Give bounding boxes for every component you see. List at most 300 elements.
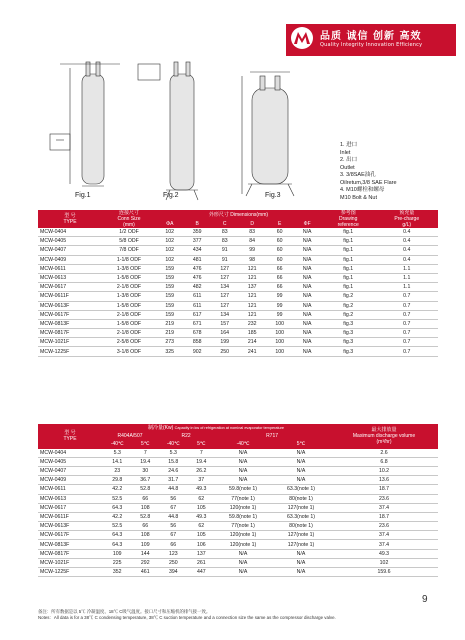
- table-cell: 250: [158, 558, 188, 567]
- table-cell: 66: [132, 494, 158, 503]
- table-row: [38, 255, 438, 264]
- table-cell: 59.8(note 1): [214, 485, 272, 494]
- col-dim-5: ΦF: [293, 219, 320, 228]
- table-cell: MCW-0617: [38, 503, 102, 512]
- table-cell: 67: [158, 531, 188, 540]
- legend-line: 4. M10螺栓和螺母: [340, 187, 385, 193]
- fig1-drawing: [50, 62, 120, 186]
- table-cell: 59.8(note 1): [214, 512, 272, 521]
- table-cell: 15.8: [158, 457, 188, 466]
- table-cell: 19.4: [189, 457, 215, 466]
- table-row: [38, 522, 438, 531]
- table-cell: 678: [183, 329, 210, 338]
- col-temp-0: -40℃: [102, 440, 132, 448]
- table-cell: MCW-0613F: [38, 522, 102, 531]
- table-row: [38, 558, 438, 567]
- legend-line: M10 Bolt & Nut: [340, 194, 377, 201]
- table-cell: MCW-0817F: [38, 549, 102, 558]
- table-cell: 66: [266, 283, 293, 292]
- table-cell: 105: [189, 531, 215, 540]
- table-cell: 214: [238, 338, 265, 347]
- technical-drawings: [20, 54, 320, 204]
- table-cell: 134: [211, 310, 238, 319]
- table-cell: 0.7: [375, 319, 438, 328]
- table-cell: N/A: [214, 457, 272, 466]
- table-cell: 62: [189, 494, 215, 503]
- table-cell: 0.7: [375, 329, 438, 338]
- table-cell: N/A: [293, 264, 320, 273]
- table-cell: 91: [211, 246, 238, 255]
- table-cell: 250: [211, 347, 238, 356]
- table-cell: 120(note 1): [214, 531, 272, 540]
- table-cell: 157: [211, 319, 238, 328]
- table-cell: 100: [266, 319, 293, 328]
- table-row: [38, 237, 438, 246]
- table-cell: 52.5: [102, 494, 132, 503]
- table-row: [38, 228, 438, 237]
- table-cell: 0.4: [375, 246, 438, 255]
- table-row: [38, 283, 438, 292]
- table-row: [38, 449, 438, 458]
- table-cell: 42.2: [102, 485, 132, 494]
- table-cell: fig.1: [321, 246, 376, 255]
- table-cell: MCW-0813F: [38, 319, 102, 328]
- table-cell: N/A: [214, 449, 272, 458]
- table-cell: 102: [330, 558, 438, 567]
- table-cell: MCW-0405: [38, 457, 102, 466]
- table-cell: 105: [189, 503, 215, 512]
- table-cell: 617: [183, 310, 210, 319]
- table-row: [38, 476, 438, 485]
- table-cell: 77(note 1): [214, 494, 272, 503]
- table-cell: 5/8 ODF: [102, 237, 156, 246]
- table-cell: 44.8: [158, 512, 188, 521]
- table-cell: 1-1/8 ODF: [102, 255, 156, 264]
- table-cell: 60: [266, 237, 293, 246]
- table-cell: N/A: [293, 310, 320, 319]
- table-cell: 127: [211, 301, 238, 310]
- table-row: [38, 503, 438, 512]
- table-cell: 80(note 1): [272, 494, 330, 503]
- table-cell: 1-5/8 ODF: [102, 273, 156, 282]
- table-cell: 159: [156, 273, 183, 282]
- table-cell: N/A: [272, 449, 330, 458]
- table-cell: 83: [238, 228, 265, 237]
- brand-slogan-en: Quality Integrity Innovation Efficiency: [320, 42, 423, 48]
- table-cell: N/A: [293, 329, 320, 338]
- table-cell: 66: [266, 273, 293, 282]
- table-row: [38, 301, 438, 310]
- table-cell: 225: [102, 558, 132, 567]
- table-cell: N/A: [293, 283, 320, 292]
- table-cell: 44.8: [158, 485, 188, 494]
- table-cell: 219: [156, 329, 183, 338]
- table-cell: 56: [158, 522, 188, 531]
- table-cell: 91: [211, 255, 238, 264]
- notes-cn: 备注：所有数据是以 5℃ 冷凝温度、18℃ C吸气温度。接口尺寸和压缩机的排气接一致。: [38, 609, 211, 614]
- table-cell: 199: [211, 338, 238, 347]
- table-cell: 1-3/8 ODF: [102, 264, 156, 273]
- legend-line: Oilretum,3/8 SAE Flare: [340, 179, 397, 186]
- table-cell: 159: [156, 264, 183, 273]
- table-cell: fig.2: [321, 301, 376, 310]
- table-cell: MCW-0404: [38, 228, 102, 237]
- table-cell: 120(note 1): [214, 503, 272, 512]
- table-cell: 23.6: [330, 522, 438, 531]
- table-cell: MCW-0613F: [38, 301, 102, 310]
- table-cell: 2-1/8 ODF: [102, 329, 156, 338]
- table-cell: 159: [156, 292, 183, 301]
- page-number: 9: [422, 594, 428, 605]
- fig3-label: Fig.3: [265, 192, 281, 199]
- table-cell: 159.6: [330, 568, 438, 577]
- table-row: [38, 531, 438, 540]
- table-cell: 261: [189, 558, 215, 567]
- table-cell: 273: [156, 338, 183, 347]
- col-model: 型 号 TYPE: [38, 210, 102, 228]
- table-cell: 352: [102, 568, 132, 577]
- table-cell: 29.8: [102, 476, 132, 485]
- fig3-drawing: [242, 72, 294, 196]
- table-cell: 31.7: [158, 476, 188, 485]
- table-cell: 49.3: [330, 549, 438, 558]
- table-cell: 99: [266, 301, 293, 310]
- table-cell: N/A: [293, 255, 320, 264]
- table-cell: 447: [189, 568, 215, 577]
- table-cell: 26.2: [189, 466, 215, 475]
- table-cell: fig.1: [321, 264, 376, 273]
- table-cell: fig.2: [321, 310, 376, 319]
- table-cell: 902: [183, 347, 210, 356]
- table-cell: 2-5/8 ODF: [102, 338, 156, 347]
- table-cell: 611: [183, 292, 210, 301]
- table-cell: 108: [132, 531, 158, 540]
- col-dim-4: E: [266, 219, 293, 228]
- table-cell: 611: [183, 301, 210, 310]
- table-cell: MCW-0404: [38, 449, 102, 458]
- table-row: [38, 246, 438, 255]
- table-cell: 109: [102, 549, 132, 558]
- table-cell: 100: [266, 347, 293, 356]
- table-cell: 60: [266, 246, 293, 255]
- table-cell: 19.4: [132, 457, 158, 466]
- table-cell: 120(note 1): [214, 540, 272, 549]
- table-cell: 77(note 1): [214, 522, 272, 531]
- table-cell: 18.7: [330, 512, 438, 521]
- table-cell: 0.7: [375, 338, 438, 347]
- table-cell: 434: [183, 246, 210, 255]
- table-cell: 144: [132, 549, 158, 558]
- table-cell: fig.1: [321, 237, 376, 246]
- col-r717: R717: [214, 432, 330, 440]
- legend-line: 2. 出口: [340, 157, 358, 163]
- col-capacity: 制冷量(Kw) Capacity in kw of refrigeration at nominal evaporator temperature: [102, 424, 330, 432]
- table-row: [38, 485, 438, 494]
- table-cell: N/A: [214, 466, 272, 475]
- table-cell: 64.3: [102, 503, 132, 512]
- table-cell: N/A: [214, 558, 272, 567]
- table-cell: 84: [238, 237, 265, 246]
- col-dim-2: C: [211, 219, 238, 228]
- table-cell: 99: [266, 292, 293, 301]
- table-cell: fig.3: [321, 338, 376, 347]
- table-cell: 0.4: [375, 237, 438, 246]
- table-row: [38, 338, 438, 347]
- table-cell: 66: [266, 264, 293, 273]
- table-cell: MCW-0407: [38, 466, 102, 475]
- table-cell: 159: [156, 310, 183, 319]
- table-cell: 6.8: [330, 457, 438, 466]
- col-temp-1: 5℃: [132, 440, 158, 448]
- table-row: [38, 457, 438, 466]
- table-cell: N/A: [293, 347, 320, 356]
- table-cell: N/A: [293, 338, 320, 347]
- parts-legend: [340, 142, 397, 202]
- table-cell: 10.2: [330, 466, 438, 475]
- table-cell: 102: [156, 255, 183, 264]
- table-cell: MCW-1225F: [38, 568, 102, 577]
- notes: [38, 609, 336, 621]
- table-cell: 36.7: [132, 476, 158, 485]
- table-cell: 123: [158, 549, 188, 558]
- table-cell: 858: [183, 338, 210, 347]
- table-cell: MCW-0409: [38, 255, 102, 264]
- table-cell: 241: [238, 347, 265, 356]
- table-cell: 0.7: [375, 310, 438, 319]
- col-temp-5: 5℃: [272, 440, 330, 448]
- table-cell: fig.1: [321, 228, 376, 237]
- col-drawing: 参考图 Drawing reference: [321, 210, 376, 228]
- table-cell: 109: [132, 540, 158, 549]
- table-cell: N/A: [293, 246, 320, 255]
- table-cell: 108: [132, 503, 158, 512]
- table-cell: 1-5/8 ODF: [102, 301, 156, 310]
- table-cell: 127: [211, 264, 238, 273]
- dimensions-table: [38, 210, 438, 357]
- table-cell: 14.1: [102, 457, 132, 466]
- table-cell: 377: [183, 237, 210, 246]
- table-cell: MCW-0405: [38, 237, 102, 246]
- table-cell: 292: [132, 558, 158, 567]
- table-cell: N/A: [214, 568, 272, 577]
- table-cell: MCW-0613: [38, 273, 102, 282]
- table-cell: 121: [238, 292, 265, 301]
- table-cell: MCW-0409: [38, 476, 102, 485]
- col-r22: R22: [158, 432, 214, 440]
- table-cell: 56: [158, 494, 188, 503]
- table-cell: MCW-0617F: [38, 310, 102, 319]
- table-cell: 63.3(note 1): [272, 512, 330, 521]
- table-cell: N/A: [272, 568, 330, 577]
- table-cell: N/A: [272, 558, 330, 567]
- table-row: [38, 310, 438, 319]
- col-dim-1: B: [183, 219, 210, 228]
- table-cell: 83: [211, 237, 238, 246]
- legend-line: Outlet: [340, 164, 355, 171]
- col-dimensions: 外形尺寸 Dimensions(mm): [156, 210, 321, 219]
- table-cell: 62: [189, 522, 215, 531]
- table-cell: 394: [158, 568, 188, 577]
- table-cell: MCW-0611: [38, 264, 102, 273]
- table-cell: 137: [238, 283, 265, 292]
- table-cell: 219: [156, 319, 183, 328]
- table-cell: N/A: [293, 301, 320, 310]
- table-cell: fig.3: [321, 319, 376, 328]
- table-cell: 37: [189, 476, 215, 485]
- table-cell: 325: [156, 347, 183, 356]
- table-cell: 0.4: [375, 255, 438, 264]
- table-cell: 102: [156, 228, 183, 237]
- table-cell: 127(note 1): [272, 531, 330, 540]
- table-cell: 37.4: [330, 531, 438, 540]
- table-cell: MCW-1021F: [38, 338, 102, 347]
- table-cell: 0.7: [375, 292, 438, 301]
- table-cell: 106: [189, 540, 215, 549]
- table-cell: 49.3: [189, 512, 215, 521]
- table-cell: 127: [211, 273, 238, 282]
- col-conn-size: 连接尺寸 Conn Size (mm): [102, 210, 156, 228]
- capacity-table: [38, 424, 438, 577]
- table-row: [38, 540, 438, 549]
- table-cell: 481: [183, 255, 210, 264]
- table-cell: MCW-1021F: [38, 558, 102, 567]
- table-cell: 121: [238, 310, 265, 319]
- table-cell: fig.1: [321, 283, 376, 292]
- col-dim-0: ΦA: [156, 219, 183, 228]
- table-cell: 1/2 ODF: [102, 228, 156, 237]
- col-r404: R404A/507: [102, 432, 158, 440]
- table-row: [38, 549, 438, 558]
- table-row: [38, 347, 438, 356]
- table-cell: 3-1/8 ODF: [102, 347, 156, 356]
- table-row: [38, 264, 438, 273]
- table-cell: N/A: [272, 457, 330, 466]
- table-cell: 67: [158, 503, 188, 512]
- table-cell: 37.4: [330, 503, 438, 512]
- table-cell: 1-5/8 ODF: [102, 319, 156, 328]
- table-cell: 100: [266, 338, 293, 347]
- table-cell: 66: [132, 522, 158, 531]
- table-cell: 134: [211, 283, 238, 292]
- table-cell: 60: [266, 255, 293, 264]
- table-cell: N/A: [214, 549, 272, 558]
- table-cell: fig.3: [321, 347, 376, 356]
- table-cell: 100: [266, 329, 293, 338]
- table-cell: 2.6: [330, 449, 438, 458]
- table-cell: MCW-0613: [38, 494, 102, 503]
- table-cell: MCW-0817F: [38, 329, 102, 338]
- table-cell: 80(note 1): [272, 522, 330, 531]
- table-cell: 0.7: [375, 347, 438, 356]
- table-cell: MCW-0407: [38, 246, 102, 255]
- table-cell: 137: [189, 549, 215, 558]
- table-cell: fig.3: [321, 329, 376, 338]
- table-cell: 5.3: [102, 449, 132, 458]
- table-cell: 671: [183, 319, 210, 328]
- table-cell: 482: [183, 283, 210, 292]
- table-cell: 159: [156, 283, 183, 292]
- table-cell: 5.3: [158, 449, 188, 458]
- table-cell: 83: [211, 228, 238, 237]
- table-cell: 7/8 ODF: [102, 246, 156, 255]
- table-cell: fig.2: [321, 292, 376, 301]
- table-row: [38, 494, 438, 503]
- table-cell: 127(note 1): [272, 503, 330, 512]
- table-cell: 49.3: [189, 485, 215, 494]
- col-temp-2: -40℃: [158, 440, 188, 448]
- table-cell: MCW-0813F: [38, 540, 102, 549]
- table-cell: 127: [211, 292, 238, 301]
- table-cell: 52.5: [102, 522, 132, 531]
- table-cell: 121: [238, 264, 265, 273]
- table-cell: N/A: [293, 292, 320, 301]
- table-cell: 2-1/8 ODF: [102, 283, 156, 292]
- table-row: [38, 512, 438, 521]
- table-cell: N/A: [272, 549, 330, 558]
- table-cell: 121: [238, 273, 265, 282]
- legend-line: 3. 3/8SAE油孔: [340, 172, 376, 178]
- table-cell: 66: [158, 540, 188, 549]
- table-cell: 1.1: [375, 264, 438, 273]
- table-cell: MCW-0611: [38, 485, 102, 494]
- table-cell: fig.1: [321, 255, 376, 264]
- table-cell: 42.2: [102, 512, 132, 521]
- notes-en: Notes：All data is for a 38℃ C condensing temperature, 38℃ C suction temperature and a connection size the same as the compressor discharge valve.: [38, 615, 336, 620]
- table-cell: N/A: [293, 273, 320, 282]
- table-cell: 30: [132, 466, 158, 475]
- table-cell: N/A: [272, 476, 330, 485]
- table-cell: 23.6: [330, 494, 438, 503]
- table-cell: 60: [266, 228, 293, 237]
- table-cell: 102: [156, 246, 183, 255]
- table-cell: 232: [238, 319, 265, 328]
- table-cell: 64.3: [102, 540, 132, 549]
- table-cell: 102: [156, 237, 183, 246]
- table-row: [38, 466, 438, 475]
- table-cell: N/A: [293, 237, 320, 246]
- table-cell: 37.4: [330, 540, 438, 549]
- table-cell: 159: [156, 301, 183, 310]
- table-cell: fig.1: [321, 273, 376, 282]
- table-cell: 18.7: [330, 485, 438, 494]
- fig2-label: Fig.2: [163, 192, 179, 199]
- table-cell: 7: [189, 449, 215, 458]
- table-cell: 52.8: [132, 485, 158, 494]
- col-temp-4: -40℃: [214, 440, 272, 448]
- table-row: [38, 319, 438, 328]
- table-cell: MCW-0611F: [38, 292, 102, 301]
- table-cell: 52.8: [132, 512, 158, 521]
- table-cell: 2-1/8 ODF: [102, 310, 156, 319]
- table-cell: 13.6: [330, 476, 438, 485]
- fig2-drawing: [138, 62, 198, 200]
- table-cell: 0.4: [375, 228, 438, 237]
- table-cell: N/A: [293, 319, 320, 328]
- table-row: [38, 568, 438, 577]
- table-cell: MCW-0617: [38, 283, 102, 292]
- table-cell: 99: [238, 246, 265, 255]
- col-charge: 预充量 Pre-charge g/L): [375, 210, 438, 228]
- table-cell: N/A: [214, 476, 272, 485]
- table-cell: 63.3(note 1): [272, 485, 330, 494]
- col-discharge: 最大排放量 Maximum discharge volume (m³/hr): [330, 424, 438, 449]
- fig1-label: Fig.1: [75, 192, 91, 199]
- table-cell: 99: [266, 310, 293, 319]
- table-cell: N/A: [293, 228, 320, 237]
- table-cell: 98: [238, 255, 265, 264]
- table-cell: 23: [102, 466, 132, 475]
- table-cell: N/A: [272, 466, 330, 475]
